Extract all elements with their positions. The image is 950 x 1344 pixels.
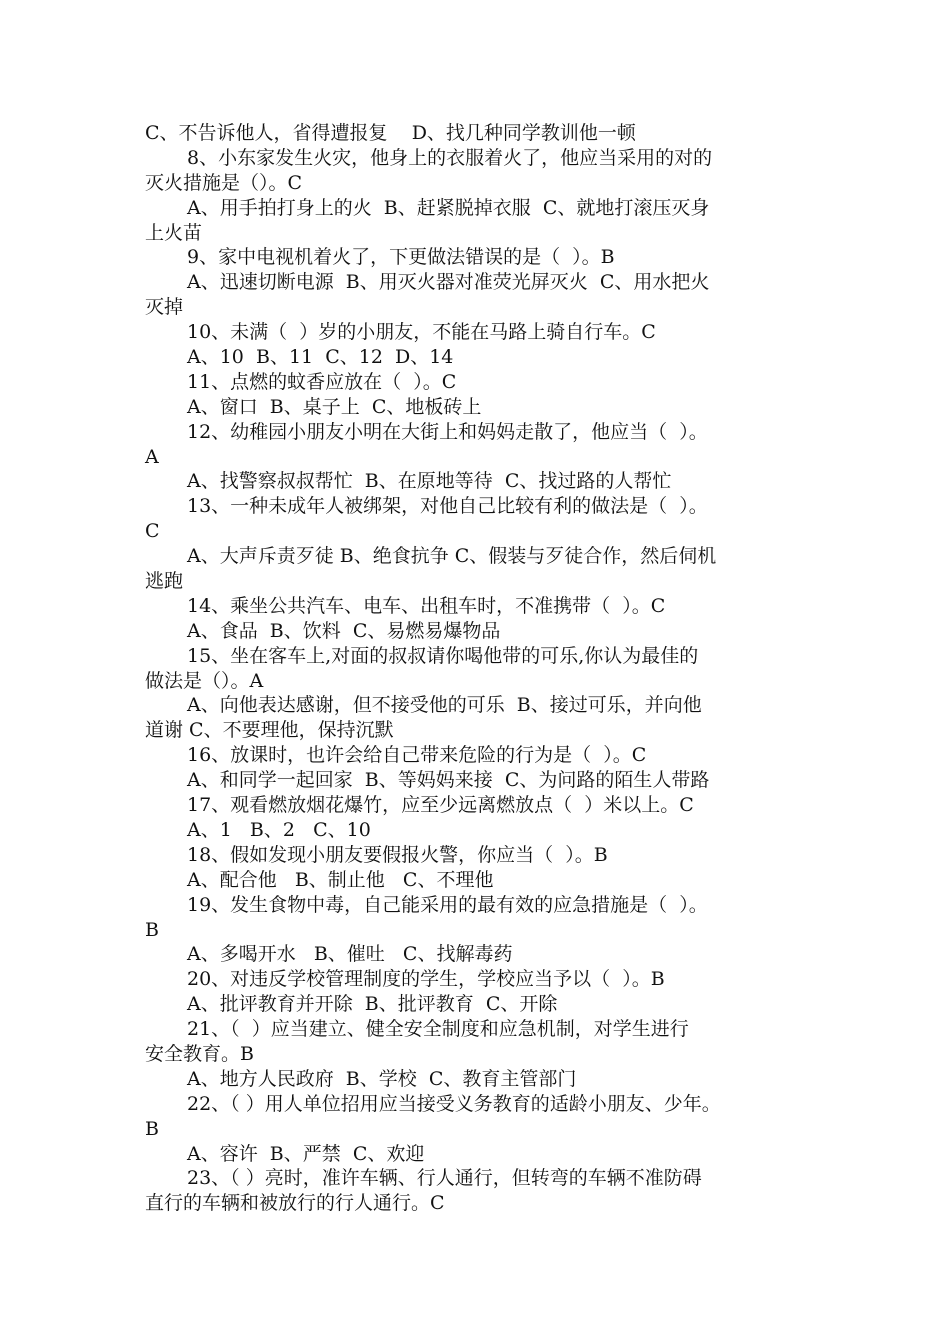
text-line: 19、发生食物中毒，自己能采用的最有效的应急措施是（ ）。: [187, 893, 708, 916]
text-line: 11、点燃的蚊香应放在（ ）。C: [187, 370, 457, 393]
text-line: 16、放课时，也许会给自己带来危险的行为是（ ）。C: [187, 744, 647, 767]
text-line: A、找警察叔叔帮忙 B、在原地等待 C、找过路的人帮忙: [187, 470, 672, 493]
text-line: 22、（ ）用人单位招用应当接受义务教育的适龄小朋友、少年。: [187, 1092, 721, 1115]
text-line: 14、乘坐公共汽车、电车、出租车时，不准携带（ ）。C: [187, 594, 666, 617]
text-line: A、迅速切断电源 B、用灭火器对准荧光屏灭火 C、用水把火: [187, 271, 710, 294]
text-line: 23、（ ）亮时，准许车辆、行人通行，但转弯的车辆不准防碍: [187, 1167, 702, 1190]
text-line: C、不告诉他人，省得遭报复 D、找几种同学教训他一顿: [145, 122, 636, 144]
text-line: 15、坐在客车上,对面的叔叔请你喝他带的可乐,你认为最佳的: [187, 644, 699, 667]
text-line: B: [145, 918, 159, 941]
text-line: A、容许 B、严禁 C、欢迎: [187, 1142, 425, 1165]
text-line: A、地方人民政府 B、学校 C、教育主管部门: [187, 1067, 577, 1090]
text-line: 10、未满（ ）岁的小朋友，不能在马路上骑自行车。C: [187, 321, 656, 344]
text-line: 逃跑: [145, 570, 184, 593]
text-line: A、大声斥责歹徒 B、绝食抗争 C、假装与歹徒合作，然后伺机: [187, 545, 717, 568]
document-body: [145, 121, 815, 1216]
text-line: 13、一种未成年人被绑架，对他自己比较有利的做法是（ ）。: [187, 495, 708, 518]
text-line: 18、假如发现小朋友要假报火警，你应当（ ）。B: [187, 843, 608, 866]
text-line: 12、幼稚园小朋友小明在大街上和妈妈走散了，他应当（ ）。: [187, 420, 708, 443]
text-line: 17、观看燃放烟花爆竹，应至少远离燃放点（ ）米以上。C: [187, 794, 694, 817]
text-line: A、向他表达感谢，但不接受他的可乐 B、接过可乐，并向他: [187, 694, 702, 717]
text-line: 21、（ ）应当建立、健全安全制度和应急机制，对学生进行: [187, 1018, 689, 1041]
text-line: 8、小东家发生火灾，他身上的衣服着火了，他应当采用的对的: [187, 146, 713, 169]
text-line: A、多喝开水 B、催吐 C、找解毒药: [187, 943, 513, 966]
text-line: A、和同学一起回家 B、等妈妈来接 C、为问路的陌生人带路: [187, 769, 710, 792]
text-line: 9、家中电视机着火了，下更做法错误的是（ ）。B: [187, 246, 615, 269]
text-line: 20、对违反学校管理制度的学生，学校应当予以（ ）。B: [187, 968, 665, 991]
text-line: 做法是（）。A: [145, 669, 264, 692]
text-line: A、1 B、2 C、10: [187, 818, 371, 841]
text-line: 安全教育。B: [145, 1042, 254, 1065]
text-line: A、窗口 B、桌子上 C、地板砖上: [187, 395, 482, 418]
text-line: A、批评教育并开除 B、批评教育 C、开除: [187, 993, 558, 1016]
text-line: B: [145, 1117, 159, 1140]
text-line: A、10 B、11 C、12 D、14: [187, 346, 454, 369]
text-line: 道谢 C、不要理他，保持沉默: [145, 719, 394, 742]
text-line: A、用手拍打身上的火 B、赶紧脱掉衣服 C、就地打滚压灭身: [187, 196, 710, 219]
text-line: C: [145, 520, 160, 543]
text-line: A、配合他 B、制止他 C、不理他: [187, 868, 494, 891]
text-line: A、食品 B、饮料 C、易燃易爆物品: [187, 619, 501, 642]
text-line: 灭火措施是（）。C: [145, 171, 303, 194]
text-line: 直行的车辆和被放行的行人通行。C: [145, 1192, 445, 1215]
text-line: 灭掉: [145, 296, 184, 319]
text-line: A: [145, 445, 159, 468]
text-line: 上火苗: [145, 221, 203, 244]
